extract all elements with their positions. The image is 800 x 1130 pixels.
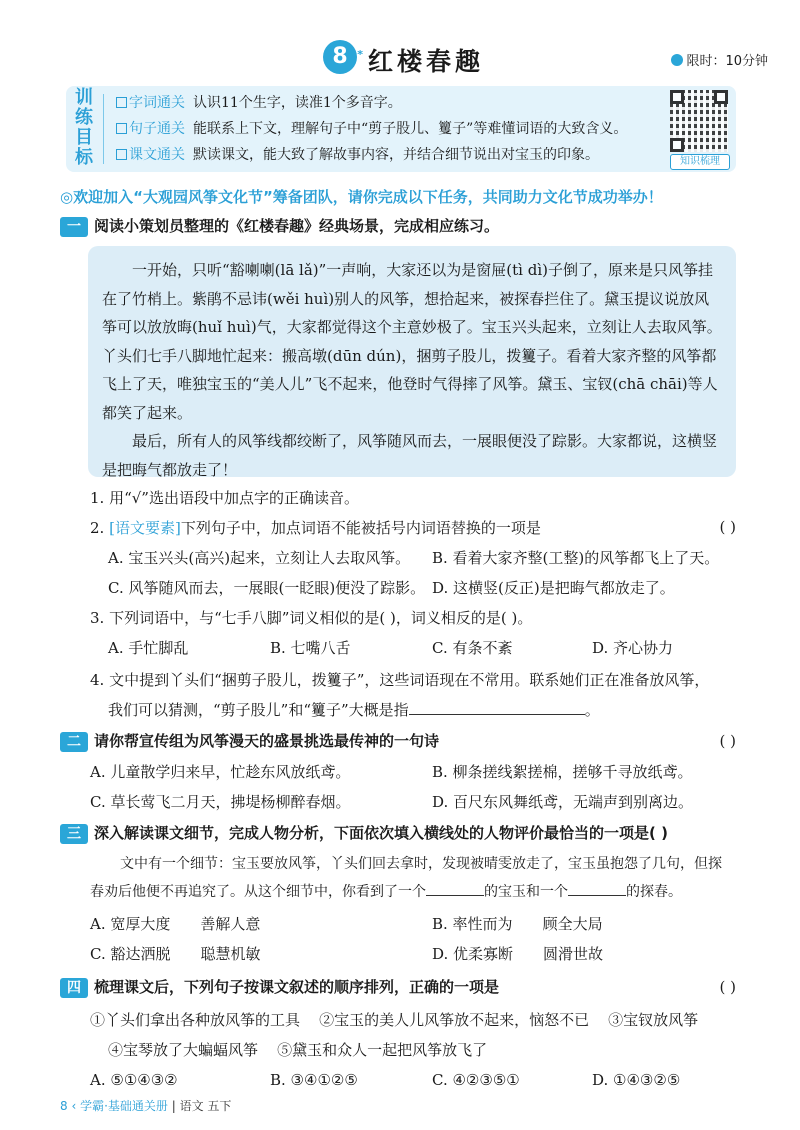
section-number: 一 xyxy=(60,217,88,237)
checkbox-icon[interactable] xyxy=(116,97,127,108)
section-number: 二 xyxy=(60,732,88,752)
passage-paragraph: 最后，所有人的风筝线都绞断了，风筝随风而去，一展眼便没了踪影。大家都说，这横竖是把晦气都放走了！ xyxy=(102,432,718,479)
book-name: 学霸·基础通关册 xyxy=(80,1099,168,1113)
goal-text: 默读课文，能大致了解故事内容，并结合细节说出对宝玉的印象。 xyxy=(193,147,599,163)
question-4: 4. 文中提到丫头们“捆剪子股儿，拨籰子”，这些词语现在不常用。联系她们正在准备放风筝， xyxy=(90,671,710,689)
page-number: 8 xyxy=(60,1099,68,1113)
section-3-heading xyxy=(60,822,668,844)
q2-option-c[interactable]: C. 风筝随风而去，一展眼(一眨眼)便没了踪影。 xyxy=(108,579,426,597)
s4-option-b[interactable]: B. ③④①②⑤ xyxy=(270,1071,358,1089)
goal-row-words xyxy=(116,92,402,114)
lesson-header xyxy=(0,40,800,84)
section-title: 阅读小策划员整理的《红楼春趣》经典场景，完成相应练习。 xyxy=(94,217,500,235)
question-3: 3. 下列词语中，与“七手八脚”词义相似的是( )，词义相反的是( )。 xyxy=(90,609,533,627)
page-footer: 8 ‹ 学霸·基础通关册 | 语文 五下 xyxy=(60,1099,232,1113)
checkbox-icon[interactable] xyxy=(116,123,127,134)
intro-text: ◎欢迎加入“大观园风筝文化节”筹备团队，请你完成以下任务，共同助力文化节成功举办！ xyxy=(60,188,663,206)
training-goals-panel xyxy=(66,86,736,172)
answer-blank[interactable] xyxy=(409,701,585,715)
answer-paren[interactable]: ( ) xyxy=(719,518,736,536)
section-number: 三 xyxy=(60,824,88,844)
q2-option-b[interactable]: B. 看着大家齐整(工整)的风筝都飞上了天。 xyxy=(432,549,720,567)
q2-option-d[interactable]: D. 这横竖(反正)是把晦气都放走了。 xyxy=(432,579,675,597)
s2-option-c[interactable]: C. 草长莺飞二月天，拂堤杨柳醉春烟。 xyxy=(90,793,351,811)
question-2: 2. [语文要素]下列句子中，加点词语不能被括号内词语替换的一项是 xyxy=(90,519,541,537)
qr-label: 知识梳理 xyxy=(670,154,730,170)
passage-paragraph: 一开始，只听“豁喇喇(lā lǎ)”一声响，大家还以为是窗屉(tì dì)子倒了，原来是只风筝挂在了竹梢上。紫鹃不忌讳(wěi huì)别人的风筝，想拾起来，被探春拦住了。黛玉提议说放风筝可以放放晦(huǐ huì)气，大家都觉得这个主意妙极了。宝玉兴头起来，立刻让人去取风筝。丫头们七手八脚地忙起来：搬高墩(dūn dún)，捆剪子股儿，拨籰子。看着大家齐整的风筝都飞上了天，唯独宝玉的“美人儿”飞不起来，他登时气得摔了风筝。黛玉、宝钗(chā chāi)等人都笑了起来。 xyxy=(102,261,722,422)
goals-label: 训练目标 xyxy=(75,87,93,168)
section-title: 请你帮宣传组为风筝漫天的盛景挑选最传神的一句诗 xyxy=(94,732,440,750)
s2-option-b[interactable]: B. 柳条搓线絮搓棉，搓够千寻放纸鸢。 xyxy=(432,763,693,781)
section-4-events-line-1: ①丫头们拿出各种放风筝的工具 ②宝玉的美人儿风筝放不起来，恼怒不已 ③宝钗放风筝 xyxy=(90,1011,699,1029)
question-4-line-2: 我们可以猜测，“剪子股儿”和“籰子”大概是指 。 xyxy=(108,701,600,719)
section-number: 四 xyxy=(60,978,88,998)
answer-paren[interactable]: ( ) xyxy=(719,732,736,750)
q3-option-c[interactable]: C. 有条不紊 xyxy=(432,639,513,657)
section-2-heading xyxy=(60,730,439,752)
s4-option-a[interactable]: A. ⑤①④③② xyxy=(90,1071,178,1089)
goal-text: 认识11个生字，读准1个多音字。 xyxy=(193,95,402,111)
section-title: 深入解读课文细节，完成人物分析，下面依次填入横线处的人物评价最恰当的一项是( ) xyxy=(94,824,668,842)
section-title: 梳理课文后，下列句子按课文叙述的顺序排列，正确的一项是 xyxy=(94,978,500,996)
q2-option-a[interactable]: A. 宝玉兴头(高兴)起来，立刻让人去取风筝。 xyxy=(108,549,411,567)
answer-blank[interactable] xyxy=(426,882,484,896)
section-3-text-line-1: 文中有一个细节：宝玉要放风筝，丫头们回去拿时，发现被晴雯放走了，宝玉虽抱怨了几句，但探 xyxy=(120,856,722,872)
answer-blank[interactable] xyxy=(568,882,626,896)
s3-option-b[interactable]: B. 率性而为 顾全大局 xyxy=(432,915,603,933)
lesson-title: 红楼春趣 xyxy=(368,47,485,76)
s3-option-d[interactable]: D. 优柔寡断 圆滑世故 xyxy=(432,945,604,963)
s3-option-c[interactable]: C. 豁达洒脱 聪慧机敏 xyxy=(90,945,261,963)
time-limit-text: 限时：10分钟 xyxy=(686,54,768,69)
s3-option-a[interactable]: A. 宽厚大度 善解人意 xyxy=(90,915,261,933)
goal-row-text xyxy=(116,144,599,166)
s2-option-a[interactable]: A. 儿童散学归来早，忙趁东风放纸鸢。 xyxy=(90,763,351,781)
goal-tag: 句子通关 xyxy=(116,121,185,137)
answer-paren[interactable]: ( ) xyxy=(719,978,736,996)
qr-code-icon[interactable] xyxy=(670,90,728,152)
q3-option-a[interactable]: A. 手忙脚乱 xyxy=(108,639,189,657)
section-4-events-line-2: ④宝琴放了大蝙蝠风筝 ⑤黛玉和众人一起把风筝放飞了 xyxy=(108,1041,488,1059)
goals-divider xyxy=(103,94,104,164)
section-1-heading xyxy=(60,215,499,237)
reading-passage xyxy=(88,246,736,477)
lesson-mark: * xyxy=(357,48,363,61)
question-tag: [语文要素] xyxy=(109,519,181,537)
goal-tag: 字词通关 xyxy=(116,95,185,111)
checkbox-icon[interactable] xyxy=(116,149,127,160)
q3-option-b[interactable]: B. 七嘴八舌 xyxy=(270,639,351,657)
q3-option-d[interactable]: D. 齐心协力 xyxy=(592,639,674,657)
section-3-text-line-2: 春劝后他便不再追究了。从这个细节中，你看到了一个 的宝玉和一个 的探春。 xyxy=(90,884,682,900)
question-1: 1. 用“√”选出语段中加点字的正确读音。 xyxy=(90,489,359,507)
s4-option-d[interactable]: D. ①④③②⑤ xyxy=(592,1071,681,1089)
s4-option-c[interactable]: C. ④②③⑤① xyxy=(432,1071,520,1089)
subject-label: 语文 五下 xyxy=(179,1099,232,1113)
lesson-number: 8 xyxy=(332,44,348,69)
time-limit xyxy=(671,50,768,69)
clock-icon xyxy=(671,54,683,66)
lesson-number-badge xyxy=(323,40,363,74)
section-4-heading xyxy=(60,976,499,998)
goal-row-sentences xyxy=(116,118,627,140)
s2-option-d[interactable]: D. 百尺东风舞纸鸢，无端声到别离边。 xyxy=(432,793,694,811)
goal-text: 能联系上下文，理解句子中“剪子股儿、籰子”等难懂词语的大致含义。 xyxy=(193,121,628,137)
goal-tag: 课文通关 xyxy=(116,147,185,163)
